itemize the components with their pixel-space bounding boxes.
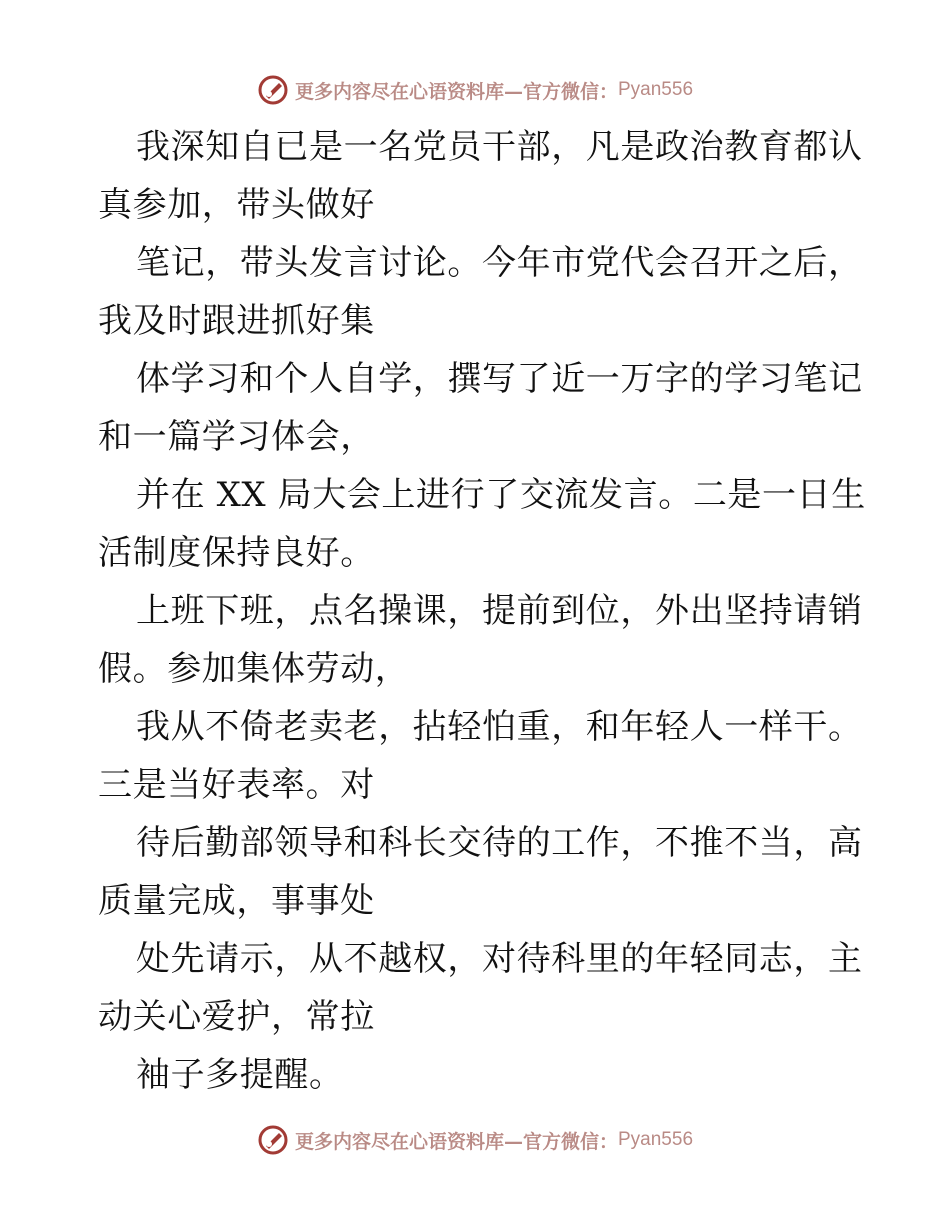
watermark-text: 更多内容尽在心语资料库—官方微信： [294,1130,618,1153]
text-line: 笔记，带头发言讨论。今年市党代会召开之后， [136,243,863,283]
text-line: 待后勤部领导和科长交待的工作，不推不当，高 [136,823,863,863]
text-line: 我及时跟进抓好集 [98,301,375,341]
text-line: 并在 XX 局大会上进行了交流发言。二是一日生 [136,475,866,515]
text-line: 质量完成，事事处 [98,881,375,921]
text-line: 活制度保持良好。 [98,533,375,573]
text-line: 动关心爱护，常拉 [98,997,375,1037]
watermark-text: 更多内容尽在心语资料库—官方微信： [294,80,618,103]
document-body [98,118,866,1104]
text-line: 假。参加集体劳动， [98,649,410,689]
text-line: 我从不倚老卖老，拈轻怕重，和年轻人一样干。 [136,707,863,747]
watermark-wechat-id: Pyan556 [618,79,694,100]
text-line: 我深知自已是一名党员干部，凡是政治教育都认 [136,127,863,167]
text-line: 三是当好表率。对 [98,765,375,805]
text-line: 袖子多提醒。 [136,1055,344,1095]
logo-icon [257,1124,289,1156]
footer-watermark [0,1120,950,1160]
text-line: 体学习和个人自学，撰写了近一万字的学习笔记 [136,359,863,399]
header-watermark [0,70,950,110]
text-line: 和一篇学习体会， [98,417,375,457]
logo-icon [257,74,289,106]
watermark-wechat-id: Pyan556 [618,1129,694,1150]
text-line: 上班下班，点名操课，提前到位，外出坚持请销 [136,591,863,631]
text-line: 处先请示，从不越权，对待科里的年轻同志，主 [136,939,863,979]
text-line: 真参加，带头做好 [98,185,375,225]
